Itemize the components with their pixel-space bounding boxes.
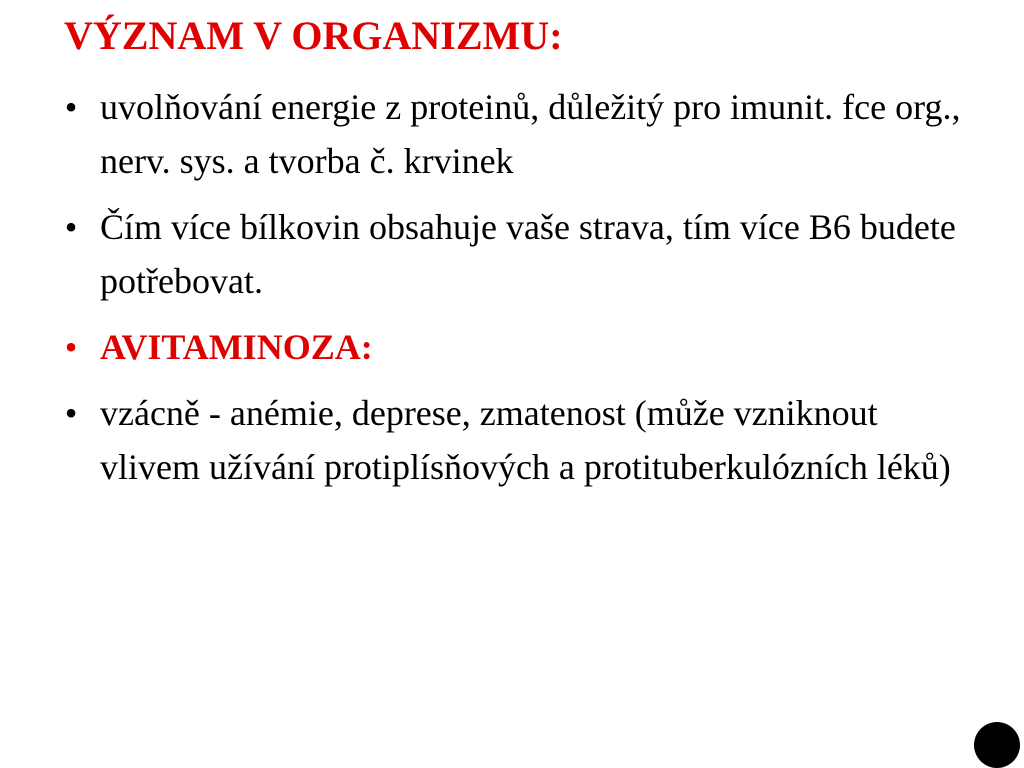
bullet-text-4: vzácně - anémie, deprese, zmatenost (může vzniknout vlivem užívání protiplísňových a protituberkulózních léků) bbox=[100, 393, 951, 487]
bullet-item-3 bbox=[56, 320, 976, 374]
bullet-text-1: uvolňování energie z proteinů, důležitý pro imunit. fce org., nerv. sys. a tvorba č. krvinek bbox=[100, 87, 961, 181]
bullet-item-2 bbox=[56, 200, 976, 308]
bullet-text-2: Čím více bílkovin obsahuje vaše strava, tím více B6 budete potřebovat. bbox=[100, 207, 956, 301]
bullet-icon: • bbox=[64, 393, 78, 433]
bullet-text-3: AVITAMINOZA: bbox=[100, 327, 373, 367]
bullet-item-1 bbox=[56, 80, 976, 188]
bullet-icon: • bbox=[64, 207, 78, 247]
filled-circle-icon[interactable] bbox=[974, 722, 1020, 768]
bullet-icon: • bbox=[64, 327, 78, 367]
bullet-list bbox=[56, 80, 976, 506]
bullet-icon: • bbox=[64, 87, 78, 127]
slide-heading: VÝZNAM V ORGANIZMU: bbox=[64, 13, 563, 58]
bullet-item-4 bbox=[56, 386, 976, 494]
